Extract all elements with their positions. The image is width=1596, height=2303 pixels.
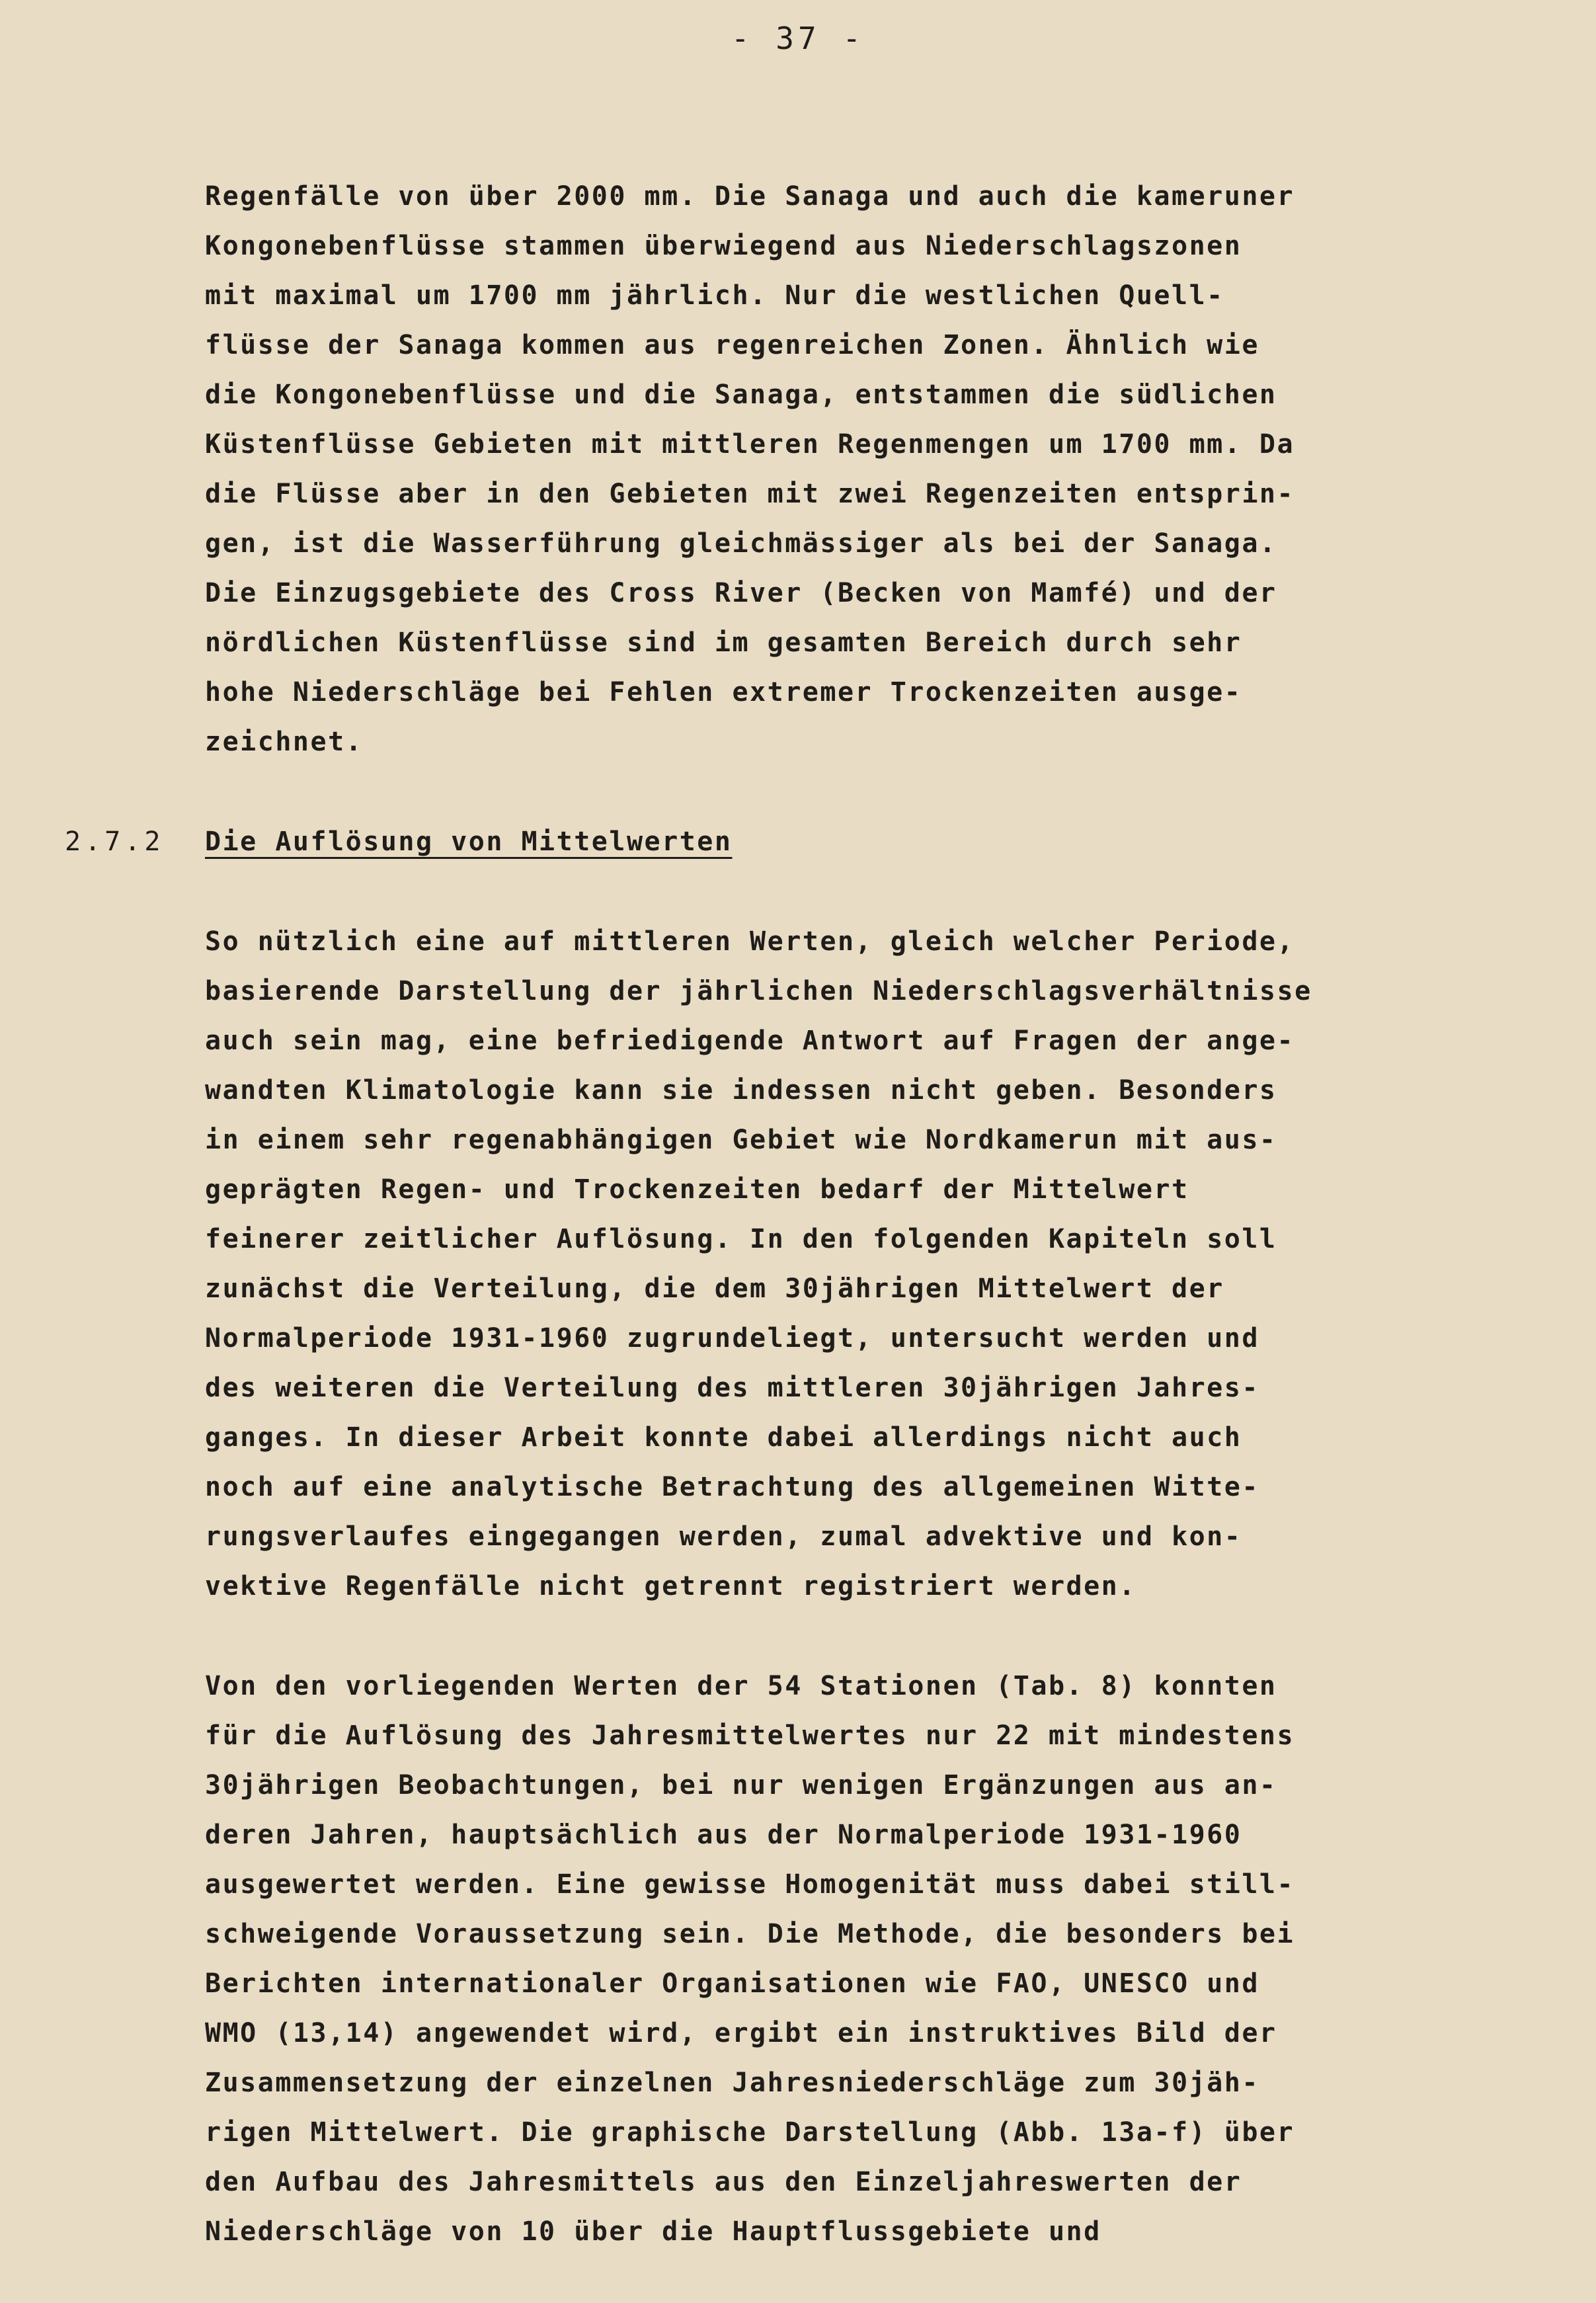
paragraph-1 (205, 172, 1494, 767)
text-line: in einem sehr regenabhängigen Gebiet wie Nordkamerun mit aus- (205, 1125, 1277, 1155)
text-line: vektive Regenfälle nicht getrennt registriert werden. (205, 1571, 1137, 1601)
text-line: feinerer zeitlicher Auflösung. In den folgenden Kapiteln soll (205, 1224, 1277, 1254)
text-line: Berichten internationaler Organisationen wie FAO, UNESCO und (205, 1968, 1259, 1999)
text-line: rigen Mittelwert. Die graphische Darstellung (Abb. 13a-f) über (205, 2117, 1295, 2148)
text-line: ganges. In dieser Arbeit konnte dabei allerdings nicht auch (205, 1422, 1242, 1453)
text-line: flüsse der Sanaga kommen aus regenreichen Zonen. Ähnlich wie (205, 330, 1259, 360)
text-line: So nützlich eine auf mittleren Werten, gleich welcher Periode, (205, 926, 1295, 957)
text-line: die Kongonebenflüsse und die Sanaga, entstammen die südlichen (205, 380, 1277, 410)
text-line: gen, ist die Wasserführung gleichmässiger als bei der Sanaga. (205, 528, 1277, 559)
paragraph-3 (205, 1662, 1494, 2257)
text-line: ausgewertet werden. Eine gewisse Homogenität muss dabei still- (205, 1869, 1295, 1900)
text-line: Küstenflüsse Gebieten mit mittleren Regenmengen um 1700 mm. Da (205, 429, 1295, 460)
text-line: wandten Klimatologie kann sie indessen nicht geben. Besonders (205, 1075, 1277, 1106)
text-line: deren Jahren, hauptsächlich aus der Normalperiode 1931-1960 (205, 1820, 1242, 1850)
text-line: mit maximal um 1700 mm jährlich. Nur die westlichen Quell- (205, 280, 1224, 311)
text-line: Zusammensetzung der einzelnen Jahresniederschläge zum 30jäh- (205, 2068, 1259, 2098)
text-line: Regenfälle von über 2000 mm. Die Sanaga und auch die kameruner (205, 181, 1295, 212)
paragraph-2 (205, 917, 1494, 1611)
text-line: des weiteren die Verteilung des mittleren 30jährigen Jahres- (205, 1373, 1259, 1403)
text-line: noch auf eine analytische Betrachtung des allgemeinen Witte- (205, 1472, 1259, 1502)
text-line: zeichnet. (205, 727, 364, 757)
section-heading: Die Auflösung von Mittelwerten (205, 827, 733, 857)
text-line: auch sein mag, eine befriedigende Antwort auf Fragen der ange- (205, 1026, 1295, 1056)
text-line: Normalperiode 1931-1960 zugrundeliegt, untersucht werden und (205, 1323, 1259, 1354)
page-number: - 37 - (731, 20, 865, 56)
section-number: 2.7.2 (65, 827, 165, 857)
text-line: Von den vorliegenden Werten der 54 Stationen (Tab. 8) konnten (205, 1671, 1277, 1701)
text-line: hohe Niederschläge bei Fehlen extremer Trockenzeiten ausge- (205, 677, 1242, 707)
text-line: Kongonebenflüsse stammen überwiegend aus Niederschlagszonen (205, 231, 1242, 261)
text-line: zunächst die Verteilung, die dem 30jährigen Mittelwert der (205, 1273, 1224, 1304)
text-line: 30jährigen Beobachtungen, bei nur wenigen Ergänzungen aus an- (205, 1770, 1277, 1800)
text-line: Die Einzugsgebiete des Cross River (Becken von Mamfé) und der (205, 578, 1277, 608)
text-line: für die Auflösung des Jahresmittelwertes nur 22 mit mindestens (205, 1720, 1295, 1751)
text-line: Niederschläge von 10 über die Hauptflussgebiete und (205, 2216, 1101, 2247)
text-line: basierende Darstellung der jährlichen Niederschlagsverhältnisse (205, 976, 1312, 1006)
text-line: den Aufbau des Jahresmittels aus den Einzeljahreswerten der (205, 2167, 1242, 2197)
text-line: geprägten Regen- und Trockenzeiten bedarf der Mittelwert (205, 1174, 1189, 1205)
text-line: schweigende Voraussetzung sein. Die Methode, die besonders bei (205, 1919, 1295, 1949)
text-line: die Flüsse aber in den Gebieten mit zwei Regenzeiten entsprin- (205, 479, 1295, 509)
text-line: rungsverlaufes eingegangen werden, zumal advektive und kon- (205, 1521, 1242, 1552)
text-line: nördlichen Küstenflüsse sind im gesamten Bereich durch sehr (205, 627, 1242, 658)
text-line: WMO (13,14) angewendet wird, ergibt ein instruktives Bild der (205, 2018, 1277, 2048)
